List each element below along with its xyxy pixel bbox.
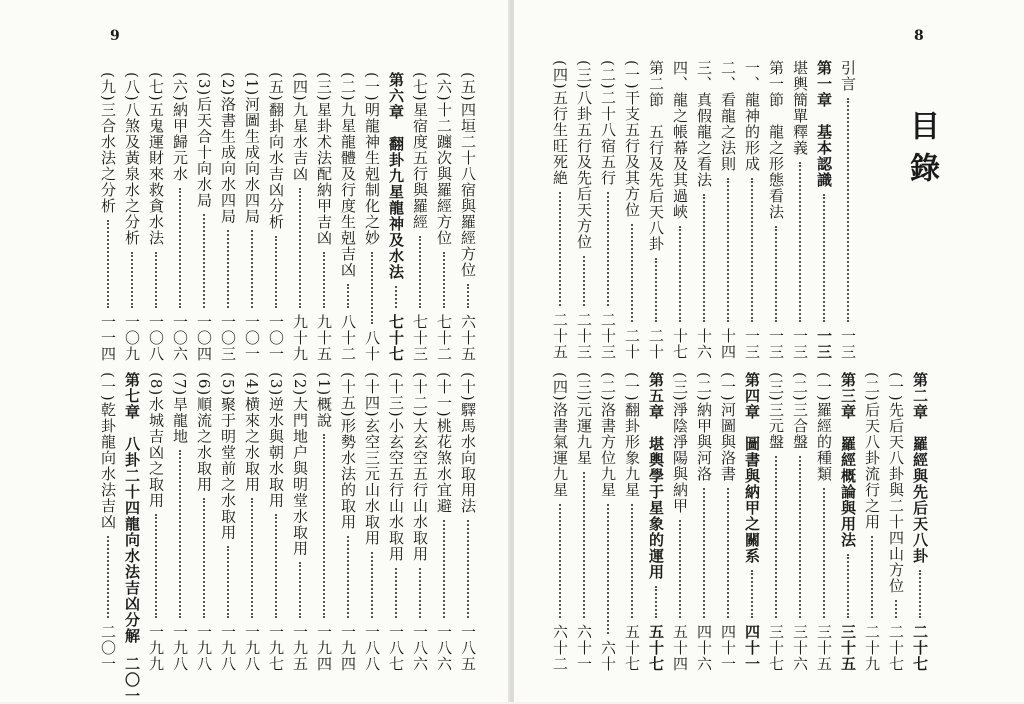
toc-entry-title: (三)三元盤 [767, 372, 785, 450]
toc-leader-dots [631, 504, 633, 618]
toc-leader-dots [395, 286, 397, 308]
toc-entry-title: (4)横來之水取用 [243, 372, 261, 493]
toc-entry-page: 六十一 [575, 624, 593, 672]
toc-entry-title: (四)洛書氣運九星 [551, 372, 569, 498]
toc-leader-dots [299, 188, 301, 308]
toc-entry [620, 372, 644, 672]
toc-entry [336, 372, 360, 672]
toc-entry-page: 二〇一 [123, 656, 141, 704]
toc-leader-dots [559, 192, 561, 306]
toc-entry-page: 二十七 [911, 624, 929, 672]
toc-entry-page: 一〇一 [243, 314, 261, 362]
toc-leader-dots [203, 214, 205, 308]
toc-entry [216, 72, 240, 362]
toc-entry-page: 五十七 [647, 624, 665, 672]
page-number-right: 8 [914, 28, 924, 44]
toc-block-right-bottom [548, 372, 932, 672]
toc-entry-title: (四)九星水吉凶 [291, 72, 309, 182]
toc-entry [288, 72, 312, 362]
toc-entry-title: (1)河圖生成向水四局 [243, 72, 261, 225]
toc-entry [716, 60, 740, 360]
toc-entry-page: 二十三 [599, 312, 617, 360]
toc-entry-page: 一三 [839, 328, 857, 360]
toc-entry [360, 72, 384, 362]
toc-entry-page: 二十五 [551, 312, 569, 360]
toc-leader-dots [751, 570, 753, 618]
toc-entry-page: 六十二 [551, 624, 569, 672]
toc-entry-page: 六十五 [459, 314, 477, 362]
toc-leader-dots [679, 520, 681, 618]
toc-entry-title: (八)八煞及黃泉水之分析 [123, 72, 141, 246]
toc-entry-title: (十四)玄空三元山水取用 [363, 372, 381, 546]
toc-entry-page: 三十五 [815, 624, 833, 672]
toc-entry-page: 四十一 [719, 624, 737, 672]
toc-leader-dots [347, 284, 349, 308]
toc-entry-page: 一八八 [363, 624, 381, 672]
toc-entry [216, 372, 240, 672]
toc-entry-page: 二十九 [863, 624, 881, 672]
toc-entry-page: 二十 [623, 328, 641, 360]
toc-entry-page: 十六 [695, 328, 713, 360]
toc-entry [312, 372, 336, 672]
toc-entry-page: 三十七 [767, 624, 785, 672]
toc-entry-title: (十五)形勢水法的取用 [339, 372, 357, 530]
right-page [514, 0, 1024, 702]
toc-entry [716, 372, 740, 672]
toc-entry [360, 372, 384, 672]
toc-leader-dots [799, 162, 801, 322]
toc-entry-title: 堪輿簡單釋義 [791, 60, 809, 156]
toc-leader-dots [847, 554, 849, 618]
toc-leader-dots [799, 456, 801, 618]
toc-entry [764, 60, 788, 360]
toc-entry [572, 372, 596, 672]
toc-leader-dots [131, 252, 133, 308]
toc-entry-title: (一)翻卦形象九星 [623, 372, 641, 498]
toc-entry-title: (一)羅經的種類 [815, 372, 833, 482]
toc-entry [596, 372, 620, 672]
toc-entry-page: 九十九 [291, 314, 309, 362]
toc-leader-dots [251, 230, 253, 308]
toc-entry-page: 一九八 [171, 624, 189, 672]
toc-entry-title: (一)河圖與洛書 [719, 372, 737, 482]
toc-entry-page: 一九五 [291, 624, 309, 672]
toc-entry-title: (二)九星龍體及行度生剋吉凶 [339, 72, 357, 278]
toc-leader-dots [275, 236, 277, 308]
toc-entry [456, 372, 480, 672]
toc-entry-title: (5)聚于明堂前之水取用 [219, 372, 237, 541]
toc-leader-dots [727, 178, 729, 322]
toc-entry [96, 372, 120, 672]
toc-leader-dots [155, 252, 157, 308]
toc-entry [692, 60, 716, 360]
toc-entry [884, 372, 908, 672]
toc-entry-page: 四十一 [743, 624, 761, 672]
toc-entry [740, 60, 764, 360]
toc-entry-page: 一三 [743, 328, 761, 360]
toc-leader-dots [323, 252, 325, 308]
toc-leader-dots [467, 520, 469, 618]
toc-entry-title: (十二)大玄空五行山水取用 [411, 372, 429, 562]
toc-entry-page: 七十三 [411, 314, 429, 362]
toc-entry [548, 372, 572, 672]
toc-leader-dots [919, 570, 921, 618]
toc-entry-page: 一九四 [315, 624, 333, 672]
toc-leader-dots [655, 586, 657, 618]
toc-entry-page: 十七 [671, 328, 689, 360]
toc-entry-page: 五十四 [671, 624, 689, 672]
toc-entry-title: (6)順流之水取用 [195, 372, 213, 493]
toc-entry [456, 72, 480, 362]
toc-entry-title: (二)洛書方位九星 [599, 372, 617, 498]
toc-entry [644, 60, 668, 360]
toc-entry [788, 60, 812, 360]
toc-entry-page: 一〇一 [267, 314, 285, 362]
toc-entry-title: (一)先后天八卦與二十四山方位 [887, 372, 905, 594]
toc-entry-title: (九)三合水法之分析 [99, 72, 117, 214]
toc-leader-dots [371, 552, 373, 618]
toc-leader-dots [419, 236, 421, 308]
toc-leader-dots [703, 194, 705, 322]
toc-entry-page: 二〇一 [99, 624, 117, 672]
toc-entry-title: (二)納甲與河洛 [695, 372, 713, 482]
toc-leader-dots [871, 536, 873, 618]
toc-entry-title: (7)旱龍地 [171, 372, 189, 445]
toc-entry-title: (2)洛書生成向水四局 [219, 72, 237, 225]
toc-block-left-bottom [96, 372, 480, 704]
page-number-left: 9 [110, 28, 120, 44]
toc-entry [384, 372, 408, 672]
toc-entry-title: 三、真假龍之看法 [695, 60, 713, 188]
toc-leader-dots [251, 498, 253, 618]
toc-entry [620, 60, 644, 360]
toc-leader-dots [227, 546, 229, 618]
toc-entry-title: (1)概說 [315, 372, 333, 429]
toc-entry-page: 一〇八 [147, 314, 165, 362]
toc-entry-page: 一九四 [339, 624, 357, 672]
toc-leader-dots [419, 568, 421, 618]
toc-leader-dots [895, 600, 897, 618]
toc-leader-dots [679, 226, 681, 322]
toc-entry [432, 372, 456, 672]
toc-entry [408, 372, 432, 672]
toc-entry-title: (3)逆水與朝水取用 [267, 372, 285, 509]
toc-leader-dots [179, 450, 181, 618]
toc-entry-page: 一〇四 [195, 314, 213, 362]
toc-entry-page: 七十二 [435, 314, 453, 362]
toc-entry [240, 372, 264, 672]
toc-title: 目錄 [904, 110, 939, 194]
toc-entry [692, 372, 716, 672]
toc-entry-page: 五十七 [623, 624, 641, 672]
toc-entry [596, 60, 620, 360]
toc-chapter-entry [812, 60, 836, 360]
toc-leader-dots [607, 504, 609, 634]
toc-entry-page: 一〇九 [123, 314, 141, 362]
toc-entry-page: 八十二 [339, 314, 357, 362]
toc-entry [860, 372, 884, 672]
toc-leader-dots [395, 568, 397, 618]
toc-leader-dots [559, 504, 561, 618]
toc-leader-dots [467, 284, 469, 308]
toc-leader-dots [631, 224, 633, 322]
toc-entry [192, 72, 216, 362]
toc-entry-title: 第六章 翻卦九星龍神及水法 [387, 72, 405, 280]
toc-entry-title: (六)十二躔次與羅經方位 [435, 72, 453, 246]
toc-entry [144, 372, 168, 672]
toc-leader-dots [583, 472, 585, 618]
toc-leader-dots [275, 514, 277, 618]
toc-entry-title: (二)三合盤 [791, 372, 809, 450]
toc-entry [144, 72, 168, 362]
toc-entry-page: 八十 [363, 330, 381, 362]
toc-entry-page: 一九八 [219, 624, 237, 672]
toc-entry-page: 一三 [815, 328, 833, 360]
toc-chapter-entry [836, 372, 860, 672]
toc-entry-title: (三)星卦术法配納甲吉凶 [315, 72, 333, 246]
toc-leader-dots [847, 98, 849, 322]
toc-entry-title: 第二章 羅經與先后天八卦 [911, 372, 929, 564]
toc-entry-title: (二)后天八卦流行之用 [863, 372, 881, 530]
toc-chapter-entry [740, 372, 764, 672]
toc-leader-dots [607, 192, 609, 306]
toc-entry-title: (五)四垣二十八宿與羅經方位 [459, 72, 477, 278]
toc-leader-dots [107, 536, 109, 618]
toc-entry-page: 二十 [647, 328, 665, 360]
toc-entry-title: 一、龍神的形成 [743, 60, 761, 172]
toc-entry-title: 二、看龍之法則 [719, 60, 737, 172]
toc-entry-title: (四)五行生旺死絶 [551, 60, 569, 186]
toc-entry-page: 十四 [719, 328, 737, 360]
toc-entry [336, 72, 360, 362]
toc-entry-title: (一)明龍神生剋制化之妙 [363, 72, 381, 246]
toc-entry [548, 60, 572, 360]
toc-entry [432, 72, 456, 362]
toc-entry-title: (七)星宿度五行與羅經 [411, 72, 429, 230]
toc-entry-page: 一八六 [435, 624, 453, 672]
toc-entry-title: 第四章 圖書與納甲之關系 [743, 372, 761, 564]
toc-entry-title: 第五章 堪輿學于星象的運用 [647, 372, 665, 580]
toc-entry [192, 372, 216, 672]
toc-entry-title: (三)淨陰淨陽與納甲 [671, 372, 689, 514]
toc-block-right-top [548, 60, 860, 360]
toc-entry [836, 60, 860, 360]
toc-leader-dots [775, 456, 777, 618]
toc-leader-dots [323, 434, 325, 618]
toc-entry-title: (2)大門地户與明堂水取用 [291, 372, 309, 557]
toc-entry-page: 二十三 [575, 312, 593, 360]
toc-entry [764, 372, 788, 672]
toc-leader-dots [155, 514, 157, 618]
left-page [0, 0, 510, 702]
toc-entry-title: (二)二十八宿五行 [599, 60, 617, 186]
toc-leader-dots [107, 220, 109, 308]
toc-entry [288, 372, 312, 672]
toc-entry-title: 引言 [839, 60, 857, 92]
toc-leader-dots [775, 226, 777, 322]
toc-entry-page: 一九八 [243, 624, 261, 672]
toc-leader-dots [299, 562, 301, 618]
toc-entry-title: (十一)桃花煞水宜避 [435, 372, 453, 514]
toc-leader-dots [703, 488, 705, 618]
toc-leader-dots [347, 536, 349, 618]
toc-entry [120, 72, 144, 362]
toc-entry-title: (一)乾卦龍向水法吉凶 [99, 372, 117, 530]
toc-leader-dots [727, 488, 729, 618]
toc-entry-title: (五)翻卦向水吉凶分析 [267, 72, 285, 230]
toc-entry-title: (十三)小玄空五行山水取用 [387, 372, 405, 562]
toc-leader-dots [823, 194, 825, 322]
toc-entry-page: 一九七 [267, 624, 285, 672]
toc-entry-title: (六)納甲歸元水 [171, 72, 189, 182]
toc-entry-page: 二十七 [887, 624, 905, 672]
toc-entry-page: 四十六 [695, 624, 713, 672]
toc-entry-page: 九十五 [315, 314, 333, 362]
toc-chapter-entry [120, 372, 144, 704]
toc-entry [264, 72, 288, 362]
toc-entry [312, 72, 336, 362]
toc-entry-title: 第三章 羅經概論與用法 [839, 372, 857, 548]
toc-entry-title: 第七章 八卦二十四龍向水法吉凶分解 [123, 372, 141, 644]
toc-entry-title: (七)五鬼運財來救貪水法 [147, 72, 165, 246]
toc-entry-title: 第一章 基本認識 [815, 60, 833, 188]
toc-entry-title: (3)后天合十向水局 [195, 72, 213, 209]
toc-entry-page: 一三 [791, 328, 809, 360]
toc-chapter-entry [908, 372, 932, 672]
toc-entry [668, 60, 692, 360]
toc-entry [668, 372, 692, 672]
toc-entry-title: (三)元運九星 [575, 372, 593, 466]
toc-entry [264, 372, 288, 672]
toc-entry [812, 372, 836, 672]
toc-leader-dots [583, 256, 585, 306]
toc-leader-dots [443, 252, 445, 308]
toc-leader-dots [443, 520, 445, 618]
toc-block-left-top [96, 72, 480, 362]
toc-entry-page: 一九八 [195, 624, 213, 672]
toc-leader-dots [823, 488, 825, 618]
toc-entry-title: 四、龍之帳幕及其過峽 [671, 60, 689, 220]
toc-entry [788, 372, 812, 672]
toc-entry [168, 372, 192, 672]
toc-leader-dots [227, 230, 229, 308]
toc-entry-page: 一八五 [459, 624, 477, 672]
toc-entry-title: (8)水城吉凶之取用 [147, 372, 165, 509]
toc-entry-page: 一八六 [411, 624, 429, 672]
toc-leader-dots [655, 258, 657, 322]
toc-entry-page: 三十六 [791, 624, 809, 672]
toc-entry-page: 一〇六 [171, 314, 189, 362]
toc-entry-page: 三十五 [839, 624, 857, 672]
toc-leader-dots [179, 188, 181, 308]
toc-entry-page: 一〇三 [219, 314, 237, 362]
toc-chapter-entry [644, 372, 668, 672]
toc-entry [168, 72, 192, 362]
toc-entry-page: 一八七 [387, 624, 405, 672]
toc-entry [240, 72, 264, 362]
toc-entry-title: (十)驛馬水向取用法 [459, 372, 477, 514]
toc-entry-title: (一)干支五行及其方位 [623, 60, 641, 218]
toc-leader-dots [203, 498, 205, 618]
toc-entry-page: 七十七 [387, 314, 405, 362]
toc-entry [572, 60, 596, 360]
toc-entry-page: 一一四 [99, 314, 117, 362]
toc-entry-title: 第一節 龍之形態看法 [767, 60, 785, 220]
toc-entry-page: 一三 [767, 328, 785, 360]
toc-entry [408, 72, 432, 362]
toc-entry-page: 六十 [599, 640, 617, 672]
toc-entry-title: 第二節 五行及先后天八卦 [647, 60, 665, 252]
toc-leader-dots [751, 178, 753, 322]
toc-entry [96, 72, 120, 362]
toc-leader-dots [371, 252, 373, 324]
toc-entry-page: 一九九 [147, 624, 165, 672]
toc-entry-title: (三)八卦五行及先后天方位 [575, 60, 593, 250]
toc-chapter-entry [384, 72, 408, 362]
